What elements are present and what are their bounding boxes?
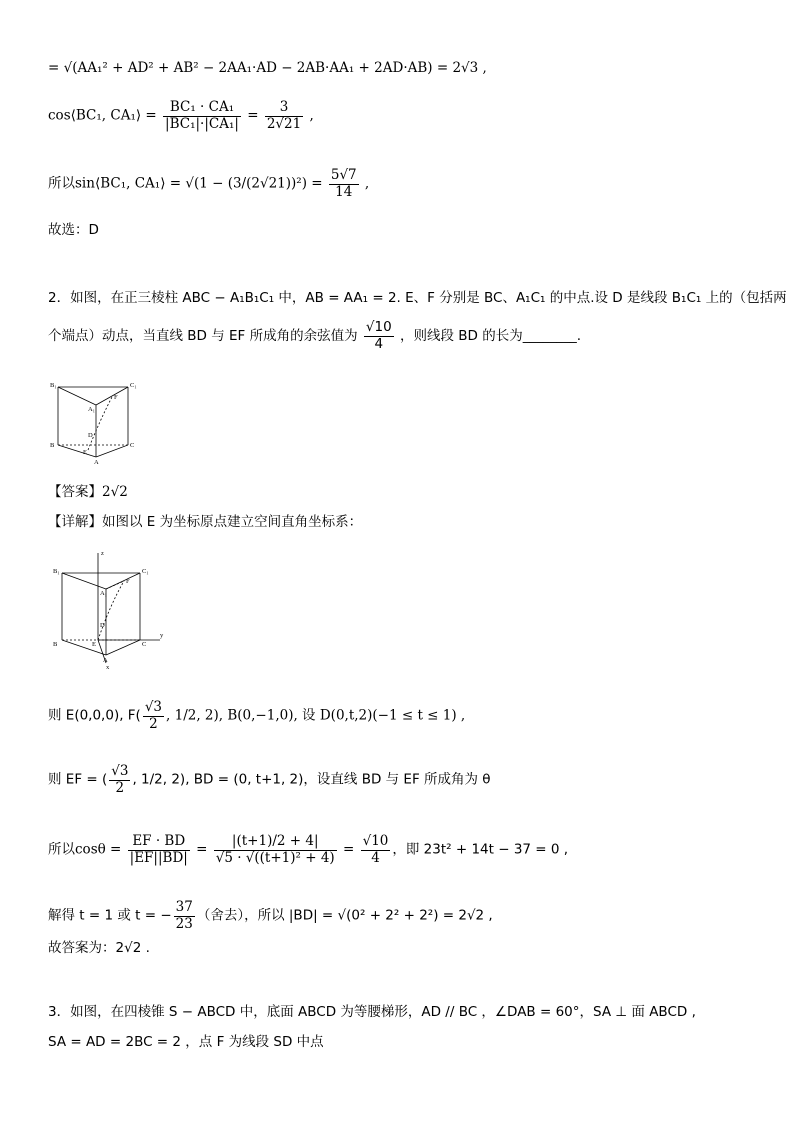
fig1-label: A₁ <box>88 406 95 413</box>
sin-expression: 所以sin⟨BC₁, CA₁⟩ = √(1 − (3/(2√21))²) = $\frac{5√7}{14}$ , <box>48 167 370 200</box>
fig2-label: C <box>142 641 147 648</box>
fig2-label: z <box>101 550 104 557</box>
fig1-label: A <box>94 459 99 465</box>
choice-line: 故选：D <box>48 222 99 238</box>
fig1-label: E <box>83 449 87 456</box>
solve-line: 解得 t = 1 或 t = − $\frac{37}{23}$ （舍去），所以 |BD| = √(0² + 2² + 2²) = 2√2 , <box>48 899 493 932</box>
problem2-statement-line2: 个端点）动点，当直线 BD 与 EF 所成角的余弦值为 $\frac{√10}{4}$ ，则线段 BD 的长为________. <box>48 319 582 352</box>
fig2-label: A₁ <box>100 590 107 597</box>
fig1-label: C <box>130 442 135 449</box>
fig2-label: F <box>126 578 130 585</box>
answer-line: 【答案】2√2 <box>48 484 128 500</box>
fig2-label: y <box>160 632 164 639</box>
coordinates-line: 则 E(0,0,0), F( $\frac{√3}{2}$ , 1/2, 2), B(0,−1,0), 设 D(0,t,2)(−1 ≤ t ≤ 1) , <box>48 699 466 732</box>
fig2-label: A <box>103 657 108 664</box>
fig2-label: x <box>106 664 110 670</box>
problem2-statement-line1: 2．如图，在正三棱柱 ABC − A₁B₁C₁ 中，AB = AA₁ = 2. E、F 分别是 BC、A₁C₁ 的中点.设 D 是线段 B₁C₁ 上的（包括两 <box>48 290 787 306</box>
fig2-label: B₁ <box>53 568 60 575</box>
problem3-statement-line1: 3．如图，在四棱锥 S − ABCD 中，底面 ABCD 为等腰梯形，AD // BC ，∠DAB = 60°，SA ⊥ 面 ABCD , <box>48 1004 696 1020</box>
fig2-label: D <box>100 622 105 629</box>
vector-line: 则 EF = ( $\frac{√3}{2}$ , 1/2, 2), BD = (0, t+1, 2)，设直线 BD 与 EF 所成角为 θ <box>48 763 491 796</box>
final-answer-line: 故答案为：2√2 . <box>48 940 150 956</box>
fig2-label: B <box>53 641 58 648</box>
fig1-label: C₁ <box>130 382 137 389</box>
fig2-label: C₁ <box>142 568 149 575</box>
fig1-label: B₁ <box>50 382 57 389</box>
distance-expression: = √(AA₁² + AD² + AB² − 2AA₁·AD − 2AB·AA₁ + 2AD·AB) = 2√3 , <box>48 60 487 76</box>
problem3-statement-line2: SA = AD = 2BC = 2 ，点 F 为线段 SD 中点 <box>48 1034 324 1050</box>
fig1-label: D <box>88 432 93 439</box>
prism-figure-1 <box>48 375 140 465</box>
fig1-label: F <box>114 394 118 401</box>
cos-theta-line: 所以cosθ = $\frac{EF \cdot BD}{|EF||BD|}$ = $\frac{|(t+1)/2 + 4|}{\text{√5 · √((t+1)² + 4)}}$ = $\frac{√10}{4}$ ，即 23t² + 14t − 37 = 0 , <box>48 833 569 866</box>
fig2-label: E <box>92 641 96 648</box>
fig1-label: B <box>50 442 55 449</box>
detail-line: 【详解】如图以 E 为坐标原点建立空间直角坐标系： <box>48 514 363 530</box>
cos-expression: cos⟨BC₁, CA₁⟩ = $\frac{\text{BC₁ · CA₁}}{\text{|BC₁|·|CA₁|}}$ = $\frac{3}{2√21}$ , <box>48 99 314 132</box>
prism-figure-2 <box>48 545 168 670</box>
